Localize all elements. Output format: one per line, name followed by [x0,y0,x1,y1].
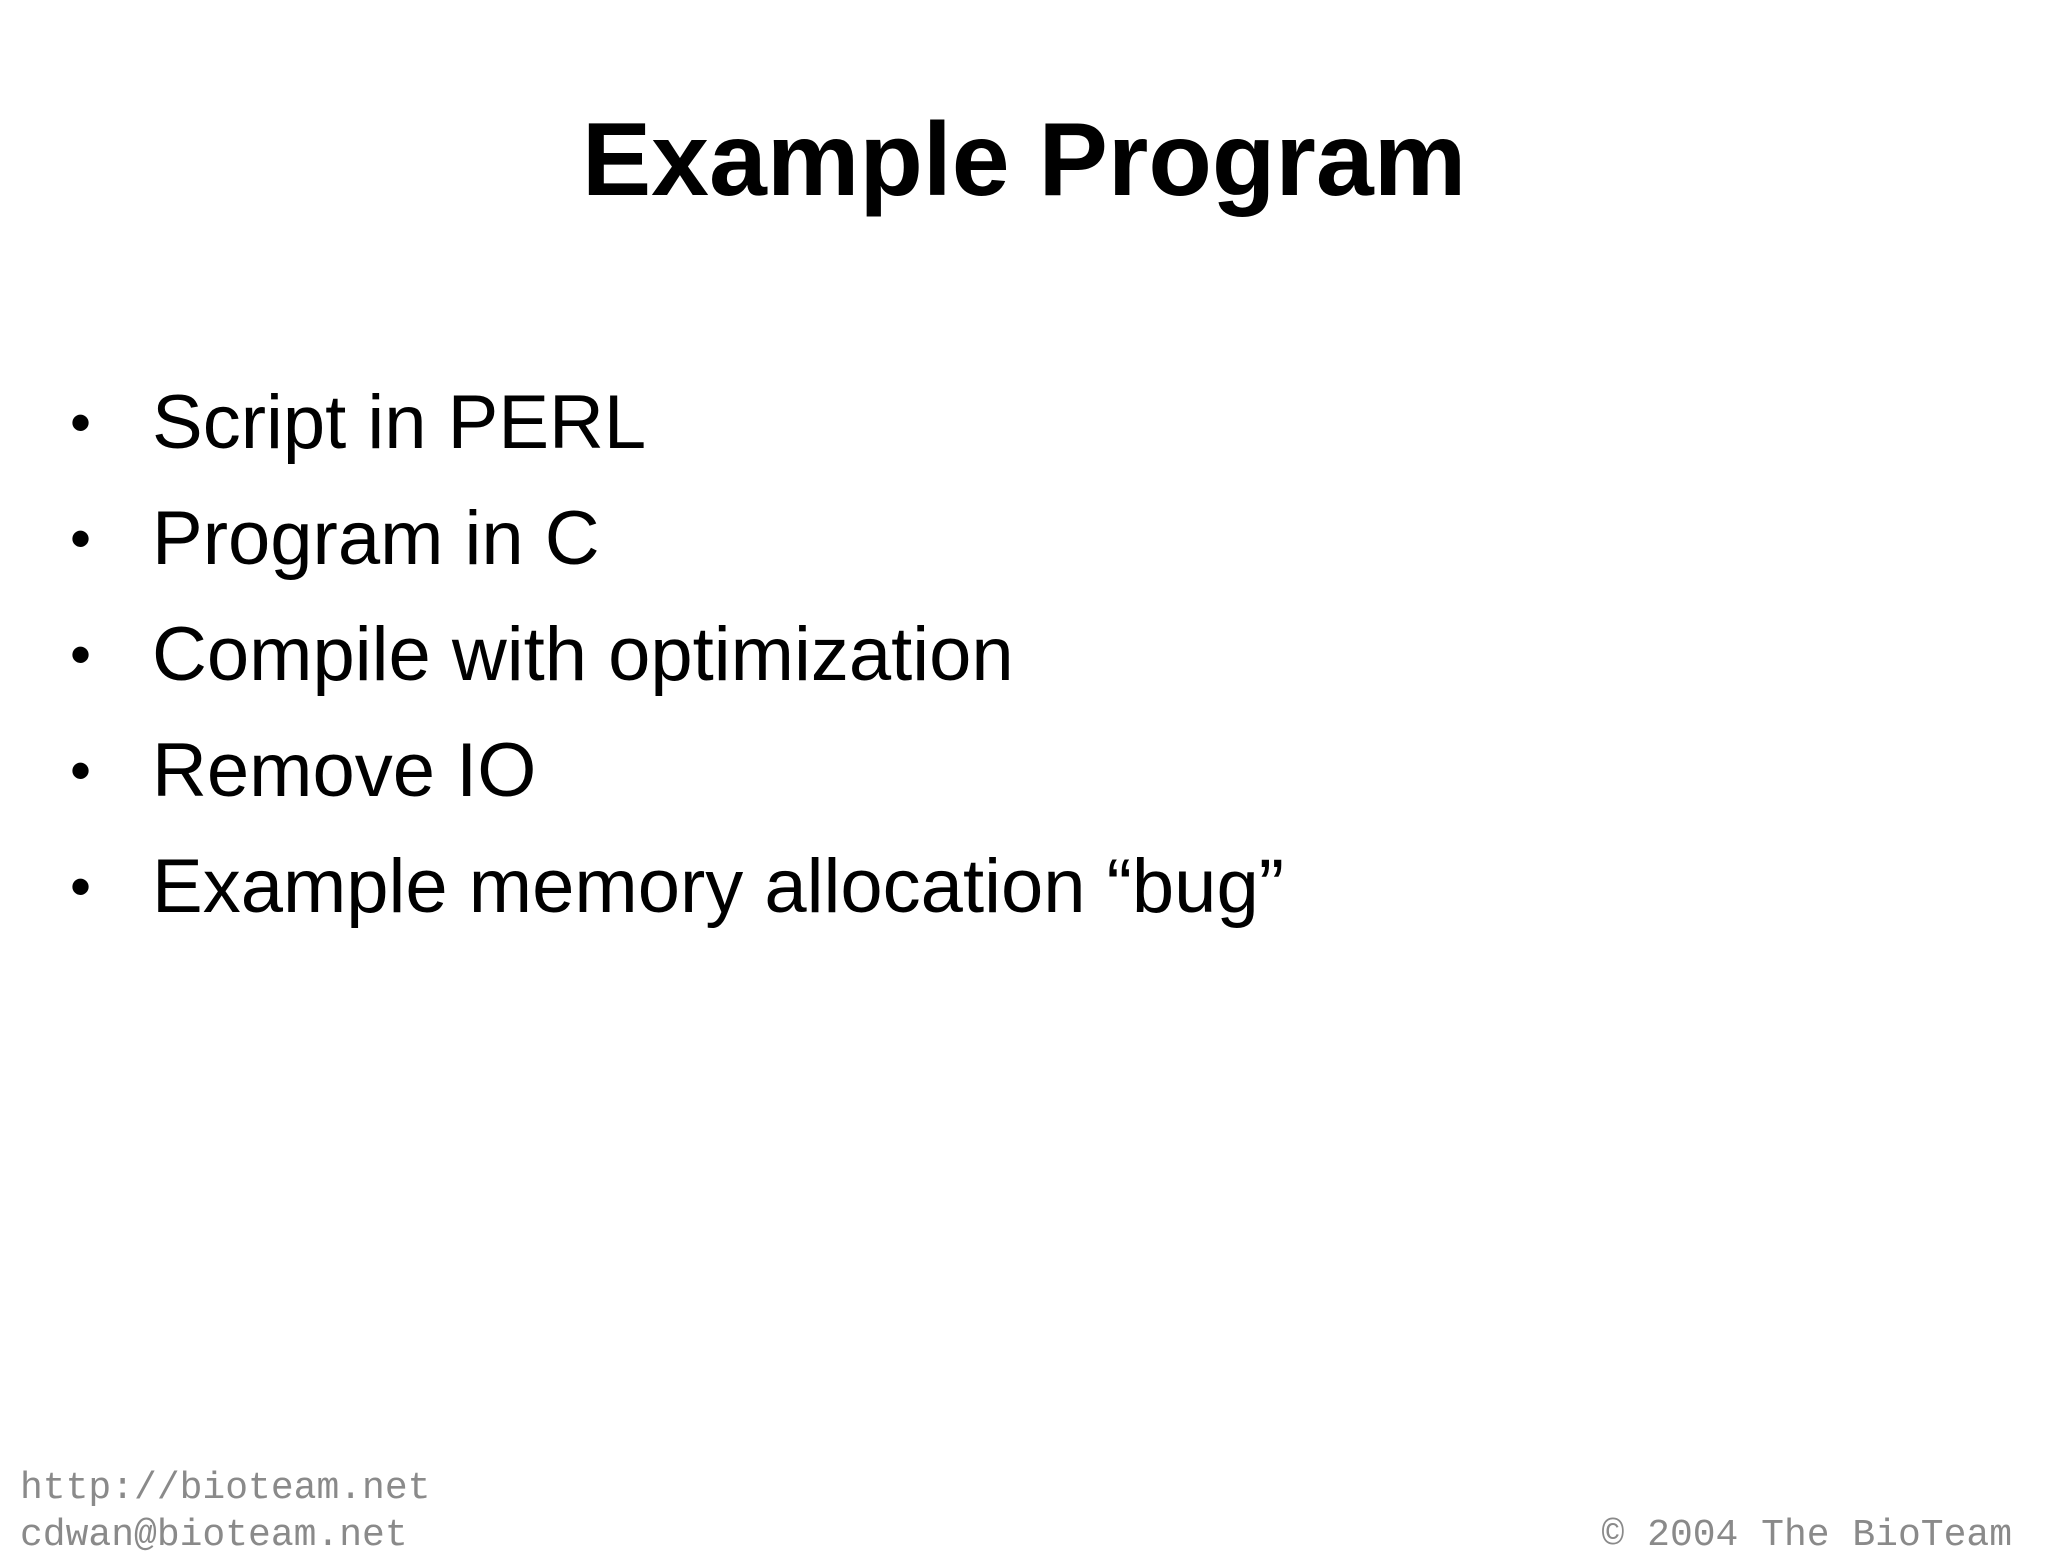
bullet-text: Program in C [152,496,600,581]
bullet-marker: • [70,737,92,804]
footer-email: cdwan@bioteam.net [20,1514,408,1557]
bullet-marker: • [70,853,92,920]
footer-copyright: © 2004 The BioTeam [1601,1514,2012,1557]
bullet-text: Remove IO [152,728,537,813]
footer-contact [20,1465,430,1559]
bullet-text: Compile with optimization [152,612,1014,697]
bullet-marker: • [70,505,92,572]
bullet-text: Script in PERL [152,380,647,465]
bullet-marker: • [70,621,92,688]
bullet-marker: • [70,389,92,456]
slide-title: Example Program [581,102,1467,218]
bullet-text: Example memory allocation “bug” [152,844,1285,929]
footer-url: http://bioteam.net [20,1467,431,1510]
